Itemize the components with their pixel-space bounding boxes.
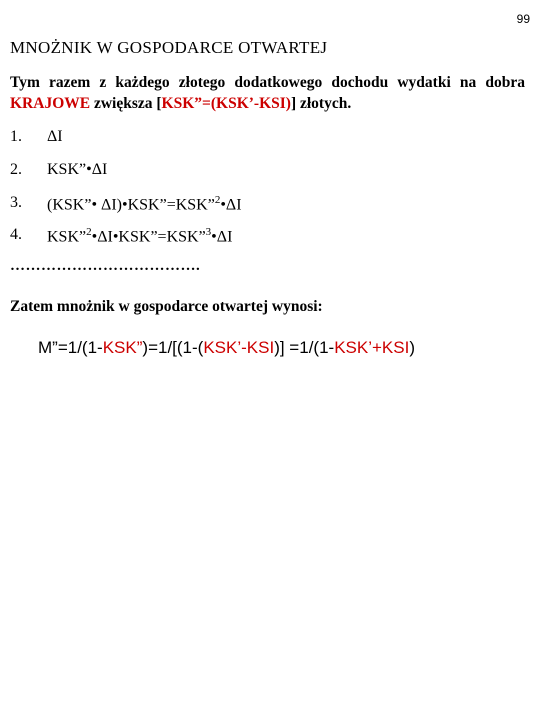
step-number: 1. [10, 128, 22, 145]
step-number: 3. [10, 194, 22, 211]
formula-part-3: )] =1/(1- [274, 338, 335, 357]
multiplier-formula [38, 338, 415, 358]
intro-highlight-ksk-formula: KSK”=(KSK’-KSI) [161, 95, 291, 112]
step-exponent-a: 2 [86, 226, 92, 238]
intro-text-1: Tym razem z każdego złotego dodatkowego dochodu wydatki na dobra [10, 74, 525, 91]
formula-highlight-2: KSK’-KSI [203, 338, 275, 357]
step-expression-tail: •ΔI [211, 228, 233, 246]
step-exponent: 2 [214, 194, 221, 206]
step-expression-main: (KSK”• ΔI)•KSK”=KSK” [47, 196, 215, 214]
formula-part-2: )=1/[(1-( [142, 338, 204, 357]
step-exponent-b: 3 [205, 226, 212, 238]
step-expression [47, 194, 242, 214]
intro-text-3: ] złotych. [290, 95, 352, 112]
page-number: 99 [516, 12, 530, 26]
step-expression: KSK”•ΔI [47, 161, 108, 178]
formula-highlight-1: KSK” [102, 338, 143, 357]
page-title: MNOŻNIK W GOSPODARCE OTWARTEJ [10, 38, 328, 57]
ellipsis-line: ………………………………. [10, 258, 201, 274]
step-expression-tail: •ΔI [220, 196, 242, 214]
intro-paragraph [10, 72, 525, 114]
intro-highlight-krajowe: KRAJOWE [10, 95, 91, 112]
step-number: 4. [10, 226, 22, 243]
formula-part-4: ) [409, 338, 415, 357]
formula-highlight-3: KSK’+KSI [334, 338, 410, 357]
formula-part-1: M”=1/(1- [38, 338, 103, 357]
step-number: 2. [10, 161, 22, 178]
conclusion-text: Zatem mnożnik w gospodarce otwartej wynosi: [10, 298, 323, 315]
step-expression-b: •ΔI•KSK”=KSK” [91, 228, 206, 246]
step-expression: ΔI [47, 128, 63, 145]
step-expression-a: KSK” [47, 228, 87, 246]
intro-text-2: zwiększa [ [90, 95, 162, 112]
step-expression [47, 226, 232, 246]
